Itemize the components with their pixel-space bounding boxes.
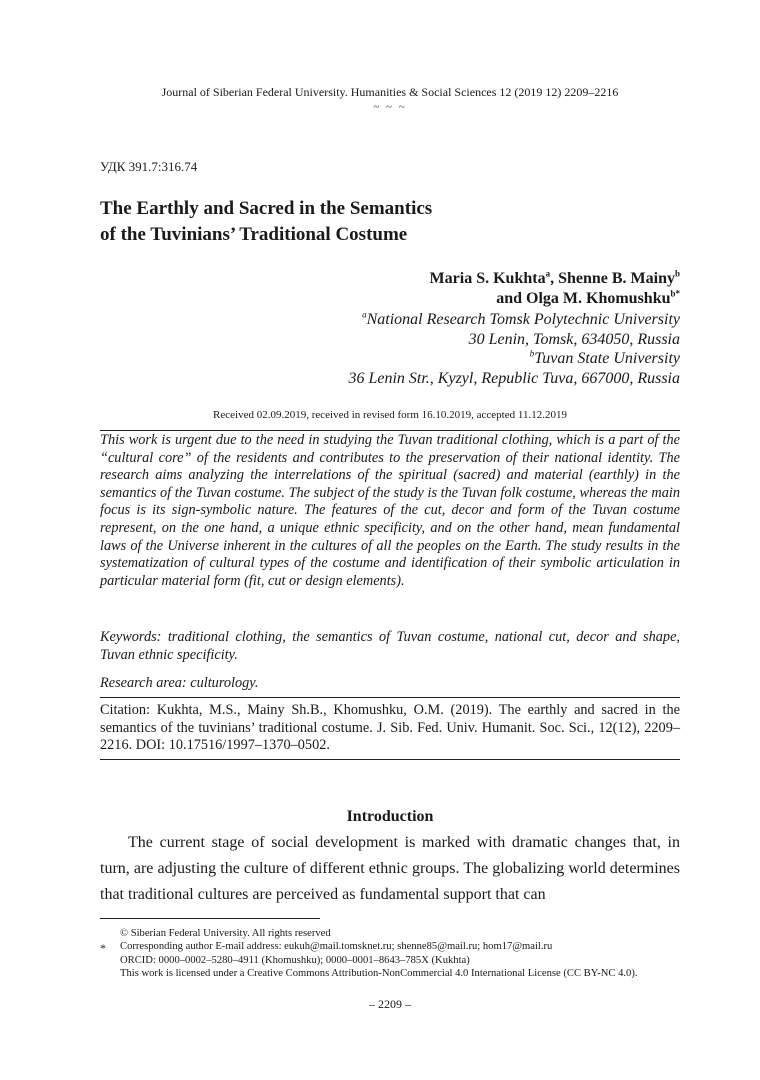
footnote-orcid: ORCID: 0000–0002–5280–4911 (Khomushku); 0000–0001–8643–785X (Kukhta) <box>120 954 470 966</box>
article-title <box>100 196 432 248</box>
citation-bottom-rule <box>100 759 680 760</box>
author-separator: , <box>550 270 559 287</box>
footnote-corresponding: Corresponding author E-mail address: eukuh@mail.tomsknet.ru; shenne85@mail.ru; hom17@mail.ru <box>120 941 553 953</box>
affiliations-block <box>348 310 680 388</box>
affiliation-a-name: National Research Tomsk Polytechnic University <box>366 311 680 328</box>
abstract-top-rule <box>100 430 680 431</box>
header-ornament: ~ ~ ~ <box>373 101 407 113</box>
footnote-license: This work is licensed under a Creative Commons Attribution-NonCommercial 4.0 International License (CC BY-NC 4.0). <box>120 968 638 980</box>
research-area-text: Research area: culturology. <box>100 675 259 691</box>
affiliation-b-address: 36 Lenin Str., Kyzyl, Republic Tuva, 667000, Russia <box>348 369 680 387</box>
footnotes-block <box>120 927 700 981</box>
introduction-paragraph: The current stage of social development is marked with dramatic changes that, in turn, are adjusting the culture of different ethnic groups. The globalizing world determines that traditional cultures are perceived as fundamental support that can <box>100 834 680 903</box>
page-number: – 2209 – <box>369 997 411 1011</box>
footnote-copyright: © Siberian Federal University. All rights reserved <box>120 928 331 939</box>
authors-line-2 <box>430 289 680 309</box>
keywords-text: Keywords: traditional clothing, the semantics of Tuvan costume, national cut, decor and shape, Tuvan ethnic specificity. <box>100 629 680 663</box>
udk-code: УДК 391.7:316.74 <box>100 159 198 174</box>
affiliation-a-address: 30 Lenin, Tomsk, 634050, Russia <box>468 330 680 348</box>
author-khomushku-sup: b* <box>670 288 680 299</box>
author-mainy-sup: b <box>674 268 680 279</box>
affiliation-b <box>348 349 680 369</box>
introduction-heading: Introduction <box>346 808 434 825</box>
received-dates: Received 02.09.2019, received in revised form 16.10.2019, accepted 11.12.2019 <box>213 409 567 421</box>
author-kukhta-sup: a <box>545 268 551 279</box>
footnote-star-marker: * <box>100 941 106 955</box>
affiliation-a <box>348 310 680 330</box>
journal-header: Journal of Siberian Federal University. Humanities & Social Sciences 12 (2019 12) 2209–2216 <box>161 85 619 99</box>
citation-text: Citation: Kukhta, M.S., Mainy Sh.B., Khomushku, O.M. (2019). The earthly and sacred in the semantics of the tuvinians’ traditional costume. J. Sib. Fed. Univ. Humanit. Soc. Sci., 12(12), 2209–2216. DOI: 10.17516/1997–1370–0502. <box>100 702 680 754</box>
affiliation-b-name: Tuvan State University <box>534 350 680 368</box>
author-and: and <box>496 290 526 307</box>
authors-line-1 <box>430 269 680 289</box>
footnote-rule <box>100 918 320 919</box>
citation-top-rule <box>100 697 680 698</box>
author-khomushku: Olga M. Khomushku <box>526 290 671 307</box>
author-mainy: Shenne B. Mainy <box>558 270 675 287</box>
abstract-text: This work is urgent due to the need in studying the Tuvan traditional clothing, which is a part of the “cultural core” of the residents and contributes to the preservation of their national identity. The research aims analyzing the interrelations of the spiritual (sacred) and material (earthly) in the semantics of the Tuvan costume. The subject of the study is the Tuvan folk costume, whereas the main focus is its sign-symbolic nature. The features of the cut, decor and form of the Tuvan costume represent, on the one hand, a unique ethnic specificity, and on the other hand, mean fundamental laws of the Universe inherent in the cultures of all the peoples on the Earth. The study results in the systematization of cultural types of the costume and identification of their symbolic articulation in particular material form (fit, cut or design elements). <box>100 432 680 589</box>
affiliation-b-sup: b <box>529 348 535 359</box>
title-line-1: The Earthly and Sacred in the Semantics <box>100 198 433 219</box>
title-line-2: of the Tuvinians’ Traditional Costume <box>100 224 408 245</box>
authors-block <box>430 269 680 309</box>
affiliation-a-sup: a <box>362 309 367 320</box>
author-kukhta: Maria S. Kukhta <box>429 270 546 287</box>
